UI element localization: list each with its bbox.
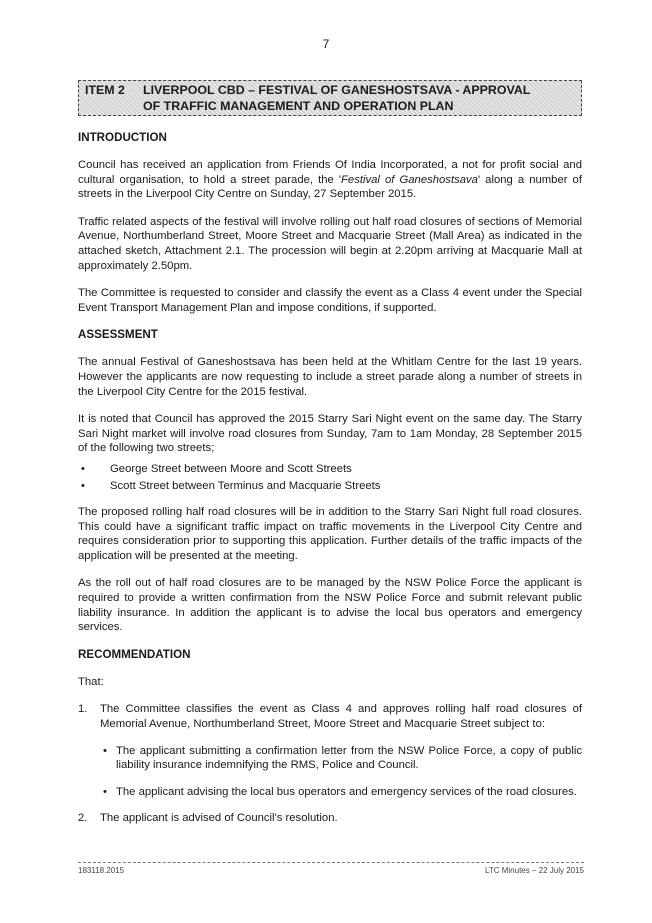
bullet-icon: • — [103, 744, 107, 757]
assessment-heading: ASSESSMENT — [78, 328, 158, 342]
item-number-label: 2. — [78, 812, 88, 825]
assessment-paragraph-4: As the roll out of half road closures are to be managed by the NSW Police Force the applicant is required to provide a written confirmation from the NSW Police Force and submit relevant public liability insurance. In addition the applicant is to advise the local bus operators and emergency services. — [78, 577, 582, 634]
item-number-label: 1. — [78, 703, 88, 716]
item-number: ITEM 2 — [85, 83, 125, 97]
assessment-paragraph-1: The annual Festival of Ganeshostsava has been held at the Whitlam Centre for the last 19 years. However the applicants are now requesting to include a street parade along a number of streets in the Liverpool City Centre for the 2015 festival. — [78, 356, 582, 398]
recommendation-text: The Committee classifies the event as Class 4 and approves rolling half road closures of Memorial Avenue, Northumberland Street, Moore Street and Macquarie Street subject to: — [100, 703, 582, 731]
footer-reference: 183118.2015 — [78, 866, 125, 875]
list-item — [100, 744, 582, 773]
assessment-paragraph-2: It is noted that Council has approved the 2015 Starry Sari Night event on the same day. The Starry Sari Night market will involve road closures from Sunday, 7am to 1am Monday, 28 September 2015 of the following two streets; — [78, 413, 582, 455]
document-body — [78, 131, 582, 838]
introduction-paragraph-3: The Committee is requested to consider and classify the event as a Class 4 event under the Special Event Transport Management Plan and impose conditions, if supported. — [78, 287, 582, 314]
condition-text: The applicant submitting a confirmation letter from the NSW Police Force, a copy of public liability insurance indemnifying the RMS, Police and Council. — [116, 744, 582, 772]
assessment-paragraph-3: The proposed rolling half road closures will be in addition to the Starry Sari Night full road closures. This could have a significant traffic impact on traffic movements in the Liverpool City Centre and requires consideration prior to supporting this application. Further details of the traffic impacts of the application will be presented at the meeting. — [78, 506, 582, 562]
list-item-text: Scott Street between Terminus and Macquarie Streets — [110, 479, 381, 492]
condition-text: The applicant advising the local bus operators and emergency services of the road closures. — [116, 785, 577, 798]
recommendation-item — [78, 702, 582, 799]
intro-p1-text-end: ' along a number of streets in the Liverpool City Centre on Sunday, 27 September 2015. — [78, 173, 582, 201]
footer-divider — [78, 862, 584, 863]
condition-list — [100, 744, 582, 800]
footer-minutes-date: LTC Minutes – 22 July 2015 — [484, 866, 584, 875]
bullet-icon: • — [81, 479, 85, 492]
list-item — [100, 785, 582, 800]
bullet-icon: • — [103, 785, 107, 798]
festival-name: Festival of Ganeshostsava — [341, 173, 478, 186]
road-closure-list — [78, 462, 582, 493]
recommendation-text: The applicant is advised of Council's resolution. — [100, 812, 338, 825]
page-number: 7 — [322, 37, 330, 51]
list-item-text: George Street between Moore and Scott Streets — [110, 462, 352, 475]
list-item — [78, 462, 582, 477]
recommendation-heading: RECOMMENDATION — [78, 647, 191, 661]
recommendation-list — [78, 702, 582, 826]
introduction-paragraph-1 — [78, 158, 582, 202]
introduction-heading: INTRODUCTION — [78, 131, 167, 144]
bullet-icon: • — [81, 462, 85, 475]
item-title-line2: OF TRAFFIC MANAGEMENT AND OPERATION PLAN — [143, 98, 454, 113]
intro-p1-text-start: Council has received an application from Friends Of India Incorporated, a not for profit social and cultural organisation, to hold a street parade, the ' — [78, 159, 582, 186]
list-item — [78, 479, 582, 494]
page-footer — [78, 866, 584, 875]
introduction-paragraph-2: Traffic related aspects of the festival will involve rolling out half road closures of sections of Memorial Avenue, Northumberland Street, Moore Street and Macquarie Street (Mall Area) as indicated in the attached sketch, Attachment 2.1. The procession will begin at 2.20pm arriving at Macquarie Mall at approximately 2.50pm. — [78, 215, 582, 272]
item-title-box — [78, 80, 582, 116]
recommendation-item — [78, 811, 582, 826]
recommendation-intro: That: — [78, 675, 104, 688]
item-title-line1: LIVERPOOL CBD – FESTIVAL OF GANESHOSTSAVA - APPROVAL — [143, 83, 531, 97]
